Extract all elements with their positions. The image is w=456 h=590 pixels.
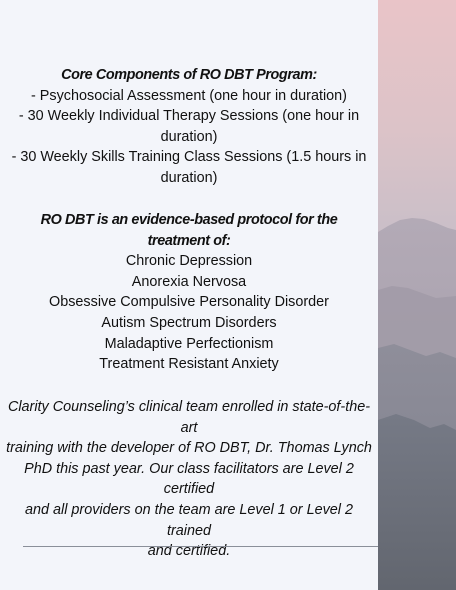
component-item: duration) [160, 128, 218, 145]
paragraph-line: and all providers on the team are Level 1 or Level 2 trained [25, 501, 353, 539]
core-components-section [6, 65, 372, 189]
condition-item: Treatment Resistant Anxiety [99, 356, 279, 373]
component-item: duration) [160, 169, 218, 186]
paragraph-line: PhD this past year. Our class facilitators are Level 2 certified [24, 460, 354, 498]
mountain-landscape-image [378, 0, 456, 590]
condition-item: Obsessive Compulsive Personality Disorder [49, 294, 329, 311]
mountain-photo [378, 0, 456, 590]
component-item: - Psychosocial Assessment (one hour in duration) [31, 87, 347, 104]
core-components-heading: Core Components of RO DBT Program: [61, 67, 317, 83]
horizontal-divider [23, 546, 378, 547]
paragraph-line: training with the developer of RO DBT, Dr. Thomas Lynch [6, 440, 372, 457]
condition-item: Autism Spectrum Disorders [101, 314, 277, 331]
paragraph-line: Clarity Counseling’s clinical team enrolled in state-of-the-art [7, 399, 371, 436]
component-item: - 30 Weekly Skills Training Class Sessions (1.5 hours in [11, 149, 367, 166]
clinical-team-paragraph [6, 397, 372, 562]
paragraph-line: and certified. [147, 543, 231, 560]
protocol-section [6, 210, 372, 375]
condition-item: Maladaptive Perfectionism [104, 335, 274, 352]
protocol-heading: treatment of: [147, 232, 231, 249]
condition-item: Chronic Depression [125, 253, 253, 270]
component-item: - 30 Weekly Individual Therapy Sessions (one hour in [18, 108, 360, 125]
protocol-heading: RO DBT is an evidence-based protocol for the [40, 212, 338, 228]
condition-item: Anorexia Nervosa [131, 273, 247, 290]
